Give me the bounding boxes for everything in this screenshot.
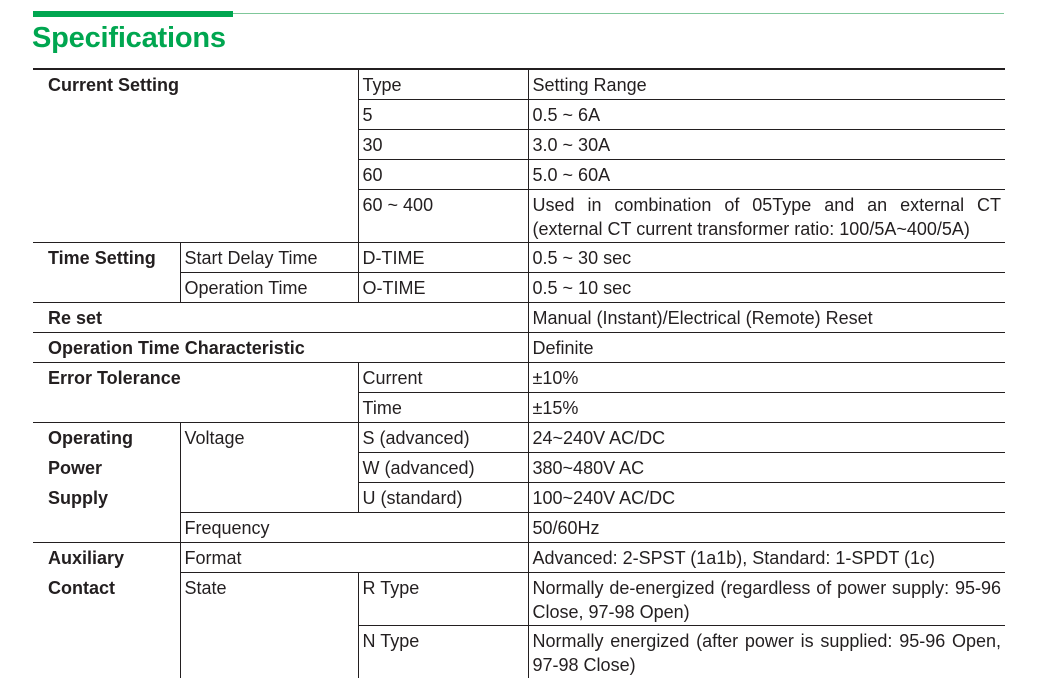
operating-power-supply-label-line: Power (33, 453, 180, 483)
operation-time-characteristic-value: Definite (528, 333, 1005, 363)
time-name-cell: Operation Time (180, 273, 358, 303)
current-type-cell: 5 (358, 100, 528, 130)
tolerance-value-cell: ±15% (528, 393, 1005, 423)
auxiliary-contact-label-line: Contact (33, 573, 180, 626)
table-row (33, 573, 1005, 626)
operation-time-characteristic-label: Operation Time Characteristic (33, 333, 528, 363)
frequency-value: 50/60Hz (528, 513, 1005, 543)
table-row (33, 130, 1005, 160)
specifications-table (33, 68, 1005, 678)
table-row (33, 423, 1005, 453)
voltage-value-cell: 100~240V AC/DC (528, 483, 1005, 513)
current-type-cell: 60 (358, 160, 528, 190)
tolerance-name-cell: Time (358, 393, 528, 423)
current-type-cell: 60 ~ 400 (358, 190, 528, 243)
state-value-cell: Normally de-energized (regardless of power supply: 95-96 Close, 97-98 Open) (528, 573, 1005, 626)
header-accent-bar (33, 11, 233, 17)
table-row (33, 100, 1005, 130)
error-tolerance-label: Error Tolerance (33, 363, 358, 393)
current-range-cell: 0.5 ~ 6A (528, 100, 1005, 130)
auxiliary-contact-label-line: Auxiliary (33, 543, 180, 573)
time-code-cell: O-TIME (358, 273, 528, 303)
tolerance-value-cell: ±10% (528, 363, 1005, 393)
setting-range-header: Setting Range (528, 69, 1005, 100)
operating-power-supply-label-line: Operating (33, 423, 180, 453)
voltage-type-cell: U (standard) (358, 483, 528, 513)
table-row (33, 393, 1005, 423)
time-range-cell: 0.5 ~ 30 sec (528, 243, 1005, 273)
table-row (33, 483, 1005, 513)
frequency-label: Frequency (180, 513, 528, 543)
state-type-cell: R Type (358, 573, 528, 626)
table-row (33, 626, 1005, 678)
time-setting-label: Time Setting (33, 243, 180, 273)
table-row (33, 363, 1005, 393)
reset-label: Re set (33, 303, 528, 333)
state-type-cell: N Type (358, 626, 528, 678)
time-range-cell: 0.5 ~ 10 sec (528, 273, 1005, 303)
current-setting-label: Current Setting (33, 69, 358, 100)
current-range-cell: 5.0 ~ 60A (528, 160, 1005, 190)
table-row (33, 190, 1005, 243)
table-row (33, 453, 1005, 483)
format-value: Advanced: 2-SPST (1a1b), Standard: 1-SPDT (1c) (528, 543, 1005, 573)
voltage-type-cell: S (advanced) (358, 423, 528, 453)
page-title: Specifications (32, 22, 226, 55)
current-range-cell: 3.0 ~ 30A (528, 130, 1005, 160)
reset-value: Manual (Instant)/Electrical (Remote) Reset (528, 303, 1005, 333)
table-row (33, 69, 1005, 100)
voltage-value-cell: 380~480V AC (528, 453, 1005, 483)
format-label: Format (180, 543, 528, 573)
current-range-cell: Used in combination of 05Type and an external CT (external CT current transformer ratio: 100/5A~400/5A) (528, 190, 1005, 243)
tolerance-name-cell: Current (358, 363, 528, 393)
state-label: State (180, 573, 358, 626)
operating-power-supply-label-line: Supply (33, 483, 180, 513)
table-row (33, 303, 1005, 333)
voltage-type-cell: W (advanced) (358, 453, 528, 483)
current-type-cell: 30 (358, 130, 528, 160)
type-header: Type (358, 69, 528, 100)
time-name-cell: Start Delay Time (180, 243, 358, 273)
voltage-value-cell: 24~240V AC/DC (528, 423, 1005, 453)
time-code-cell: D-TIME (358, 243, 528, 273)
state-value-cell: Normally energized (after power is supplied: 95-96 Open, 97-98 Close) (528, 626, 1005, 678)
table-row (33, 543, 1005, 573)
table-row (33, 333, 1005, 363)
table-row (33, 160, 1005, 190)
table-row (33, 273, 1005, 303)
voltage-label: Voltage (180, 423, 358, 453)
table-row (33, 513, 1005, 543)
table-row (33, 243, 1005, 273)
